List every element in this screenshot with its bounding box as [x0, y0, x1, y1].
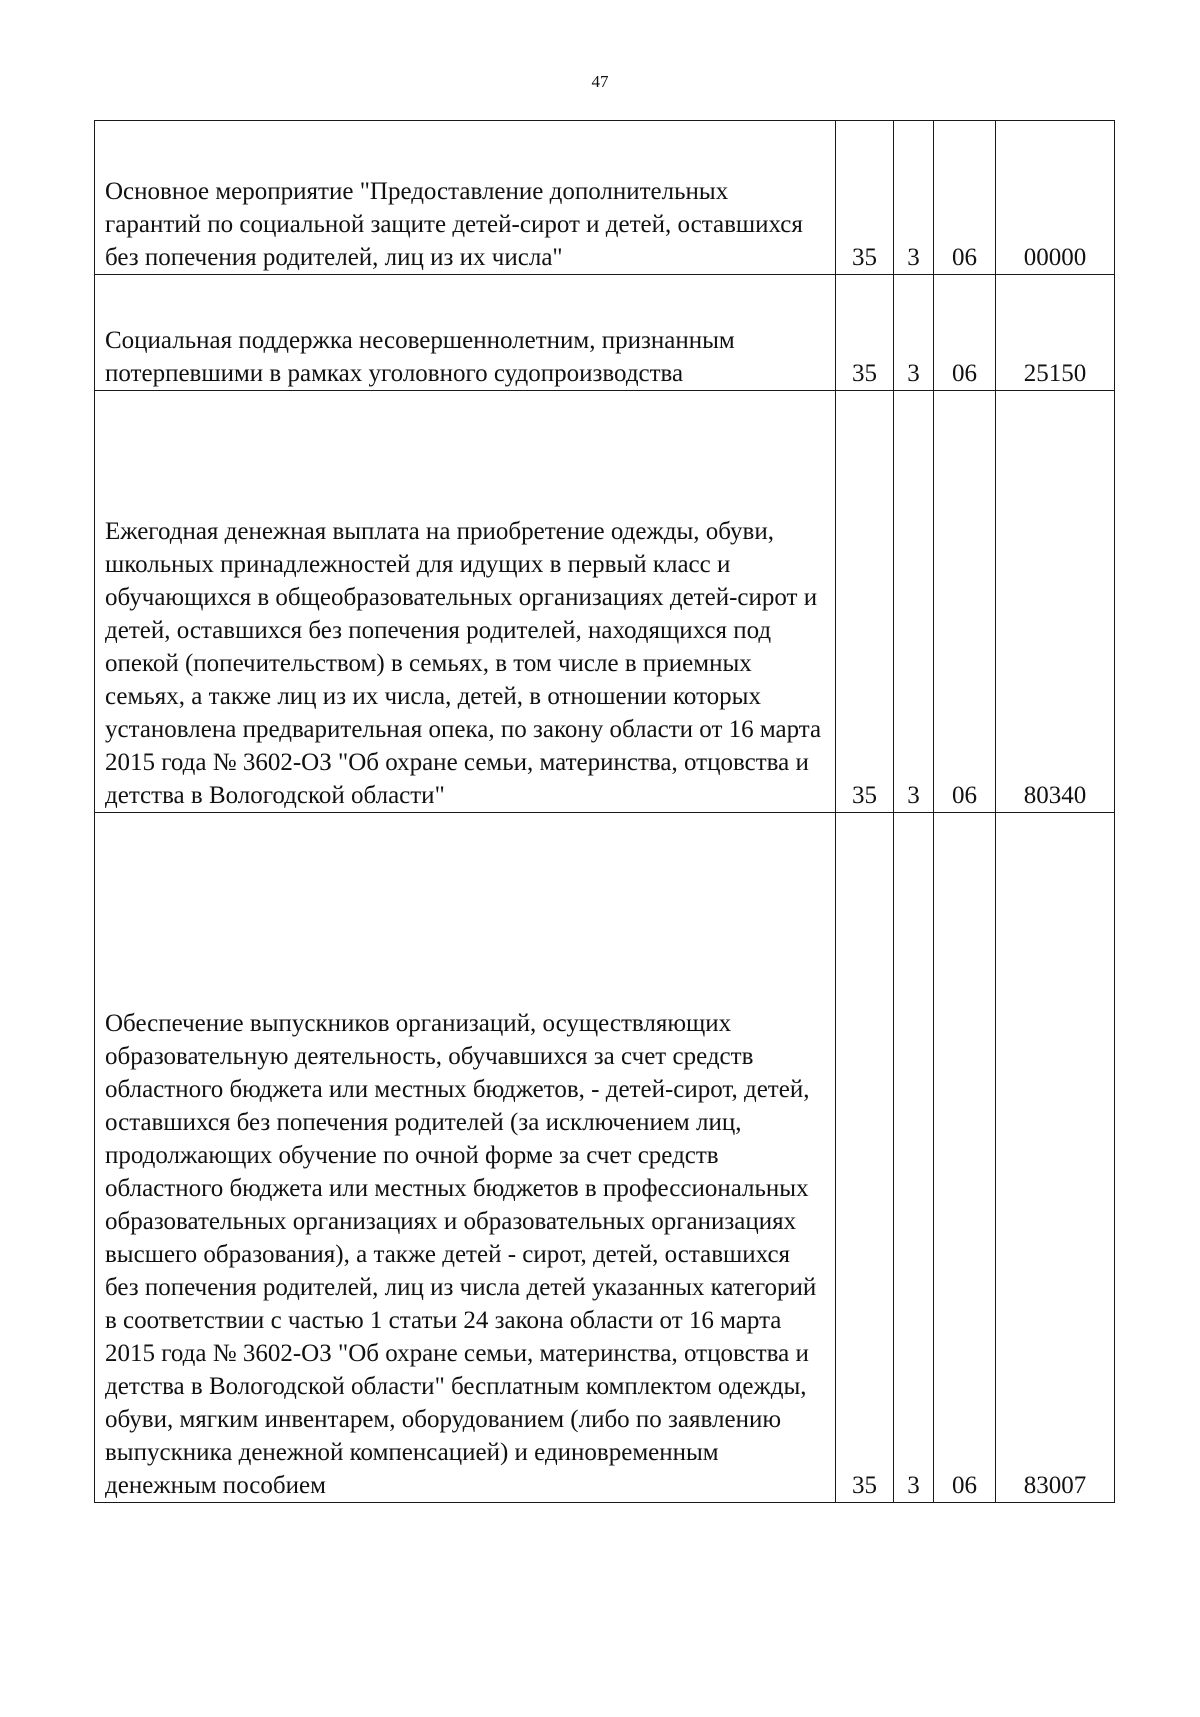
- subsection-code: 06: [934, 275, 996, 391]
- target-code: 25150: [996, 275, 1115, 391]
- subsection-code: 06: [934, 391, 996, 813]
- row-description: Социальная поддержка несовершеннолетним, признанным потерпевшими в рамках уголовного судопроизводства: [95, 275, 836, 391]
- table-row: [95, 813, 1115, 1503]
- row-description: Обеспечение выпускников организаций, осуществляющих образовательную деятельность, обучавшихся за счет средств областного бюджета или местных бюджетов, - детей-сирот, детей, оставшихся без попечения родителей (за исключением лиц, продолжающих обучение по очной форме за счет средств областного бюджета или местных бюджетов в профессиональных образовательных организациях и образовательных организациях высшего образования), а также детей - сирот, детей, оставшихся без попечения родителей, лиц из числа детей указанных категорий в соответствии с частью 1 статьи 24 закона области от 16 марта 2015 года № 3602-ОЗ "Об охране семьи, материнства, отцовства и детства в Вологодской области" бесплатным комплектом одежды, обуви, мягким инвентарем, оборудованием (либо по заявлению выпускника денежной компенсацией) и единовременным денежным пособием: [95, 813, 836, 1503]
- section-code: 3: [894, 391, 934, 813]
- ministry-code: 35: [836, 121, 894, 275]
- target-code: 80340: [996, 391, 1115, 813]
- target-code: 83007: [996, 813, 1115, 1503]
- table-row: [95, 121, 1115, 275]
- row-description: Ежегодная денежная выплата на приобретение одежды, обуви, школьных принадлежностей для идущих в первый класс и обучающихся в общеобразовательных организациях детей-сирот и детей, оставшихся без попечения родителей, находящихся под опекой (попечительством) в семьях, в том числе в приемных семьях, а также лиц из их числа, детей, в отношении которых установлена предварительная опека, по закону области от 16 марта 2015 года № 3602-ОЗ "Об охране семьи, материнства, отцовства и детства в Вологодской области": [95, 391, 836, 813]
- section-code: 3: [894, 121, 934, 275]
- subsection-code: 06: [934, 121, 996, 275]
- row-description: Основное мероприятие "Предоставление дополнительных гарантий по социальной защите детей-сирот и детей, оставшихся без попечения родителей, лиц из их числа": [95, 121, 836, 275]
- ministry-code: 35: [836, 813, 894, 1503]
- page-number: 47: [591, 72, 609, 91]
- subsection-code: 06: [934, 813, 996, 1503]
- section-code: 3: [894, 813, 934, 1503]
- target-code: 00000: [996, 121, 1115, 275]
- table-row: [95, 391, 1115, 813]
- ministry-code: 35: [836, 275, 894, 391]
- ministry-code: 35: [836, 391, 894, 813]
- table-row: [95, 275, 1115, 391]
- budget-table: [94, 120, 1115, 1503]
- section-code: 3: [894, 275, 934, 391]
